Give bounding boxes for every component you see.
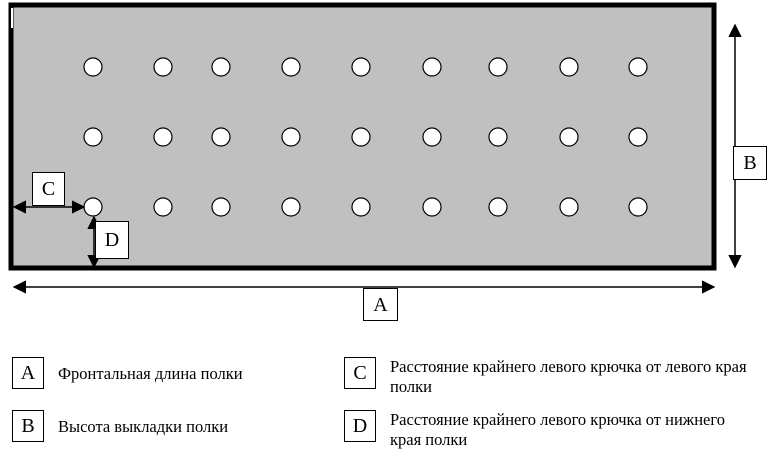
hook-hole xyxy=(212,128,230,146)
hook-hole xyxy=(282,198,300,216)
legend-text-d: Расстояние крайнего левого крючка от нижнего края полки xyxy=(390,410,725,449)
hook-hole xyxy=(282,128,300,146)
label-d: D xyxy=(95,221,129,259)
legend-key-c: C xyxy=(344,357,376,389)
legend-item-d xyxy=(344,410,750,450)
legend-key-a: A xyxy=(12,357,44,389)
legend-text-c: Расстояние крайнего левого крючка от левого края полки xyxy=(390,357,747,396)
hook-hole xyxy=(489,58,507,76)
legend-text-b: Высота выкладки полки xyxy=(58,417,229,436)
hook-hole xyxy=(84,128,102,146)
legend-item-a xyxy=(12,357,243,389)
label-a: A xyxy=(363,288,398,321)
hook-hole xyxy=(84,58,102,76)
legend-text-a: Фронтальная длина полки xyxy=(58,364,243,383)
hook-hole xyxy=(423,128,441,146)
label-b: B xyxy=(733,146,767,180)
hook-hole xyxy=(352,198,370,216)
hook-hole xyxy=(212,198,230,216)
hook-hole xyxy=(629,58,647,76)
hook-hole xyxy=(154,58,172,76)
hook-hole xyxy=(629,198,647,216)
hook-hole xyxy=(84,198,102,216)
hook-hole xyxy=(282,58,300,76)
hook-hole xyxy=(154,128,172,146)
hook-hole xyxy=(212,58,230,76)
hook-hole xyxy=(423,198,441,216)
hook-hole xyxy=(629,128,647,146)
hook-hole xyxy=(560,58,578,76)
hook-hole xyxy=(352,128,370,146)
legend-key-d: D xyxy=(344,410,376,442)
hook-hole xyxy=(560,198,578,216)
hook-hole xyxy=(489,198,507,216)
legend-item-b xyxy=(12,410,228,442)
legend-key-b: B xyxy=(12,410,44,442)
label-c: C xyxy=(32,172,65,206)
hook-hole xyxy=(560,128,578,146)
hook-hole xyxy=(489,128,507,146)
legend-item-c xyxy=(344,357,750,397)
hook-hole xyxy=(352,58,370,76)
hook-hole xyxy=(423,58,441,76)
hook-hole xyxy=(154,198,172,216)
